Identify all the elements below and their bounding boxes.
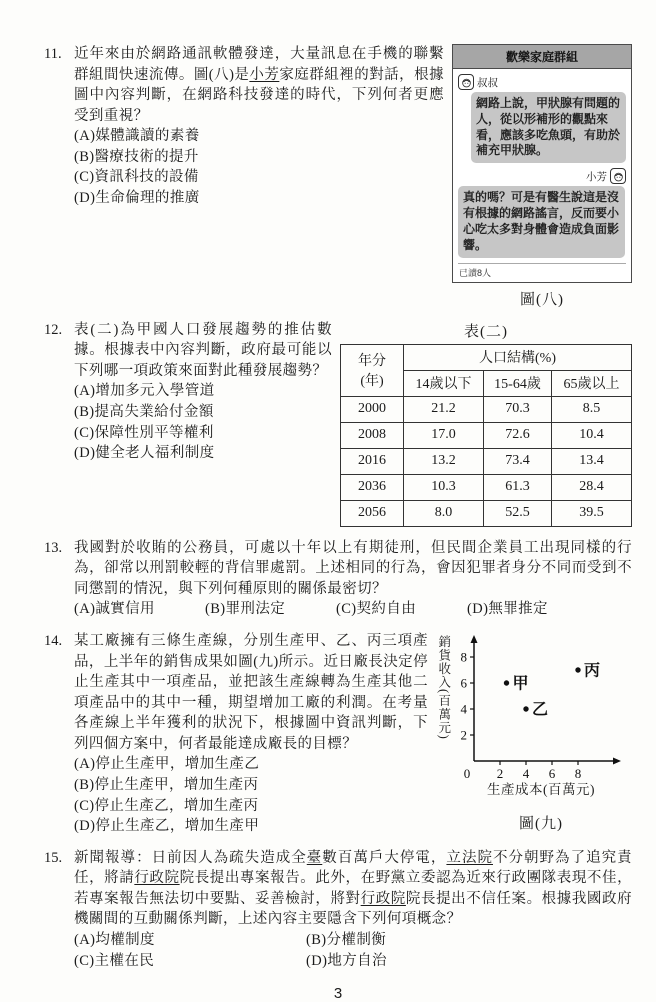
question-text: 表(二)為甲國人口發展趨勢的推估數據。根據表中內容判斷，政府最可能以下列哪一項政策來面對此種發展趨勢？ bbox=[74, 321, 332, 379]
chat-window bbox=[452, 44, 632, 283]
question-text bbox=[74, 44, 444, 126]
uncle-avatar-icon bbox=[458, 74, 474, 90]
value-cell: 13.2 bbox=[404, 448, 484, 474]
chat-sender-row bbox=[458, 168, 626, 184]
figure-8-chat bbox=[452, 44, 632, 309]
option-b: (B)罪刑法定 bbox=[205, 601, 286, 618]
value-cell: 28.4 bbox=[551, 474, 631, 500]
figure-9-caption: 圖(九) bbox=[519, 815, 563, 832]
svg-text:4: 4 bbox=[522, 765, 529, 781]
question-number: 15. bbox=[44, 849, 63, 866]
svg-text:丙: 丙 bbox=[583, 662, 600, 680]
population-table bbox=[340, 344, 632, 527]
option-c: (C)主權在民 bbox=[74, 952, 155, 969]
subheader-cell: 15-64歲 bbox=[484, 370, 552, 396]
chat-sender-name: 小芳 bbox=[586, 170, 607, 183]
year-cell: 2056 bbox=[341, 500, 404, 526]
year-header-line: (年) bbox=[360, 374, 384, 390]
group-header-cell: 人口結構(%) bbox=[404, 344, 632, 370]
table-row bbox=[341, 396, 632, 422]
option-a: (A)媒體識讀的素養 bbox=[74, 128, 200, 145]
question-14 bbox=[44, 631, 632, 837]
chat-sender-row bbox=[458, 74, 626, 90]
question-12 bbox=[44, 320, 632, 527]
option-b: (B)分權制衡 bbox=[306, 932, 387, 949]
option-c: (C)停止生產乙，增加生產丙 bbox=[74, 797, 259, 814]
value-cell: 21.2 bbox=[404, 396, 484, 422]
option-a: (A)誠實信用 bbox=[74, 601, 155, 618]
option-b: (B)停止生產甲，增加生產丙 bbox=[74, 776, 259, 793]
value-cell: 10.3 bbox=[404, 474, 484, 500]
value-cell: 13.4 bbox=[551, 448, 631, 474]
svg-text:乙: 乙 bbox=[531, 701, 548, 719]
question-text-segment: 近年來由於網路通訊軟體發達，大量訊息在手機的聯繫群組間快速流傳。圖(八)是 bbox=[74, 46, 444, 83]
year-cell: 2036 bbox=[341, 474, 404, 500]
question-number: 12. bbox=[44, 321, 63, 338]
question-text-segment: 院長提出專案報告。此外，在野黨立委認為近來行政團隊表現不佳，若專案報告無法切中要點、妥善檢討，將對 bbox=[74, 870, 632, 907]
question-text-segment: 不分朝野為了追究責任，將請 bbox=[74, 849, 633, 887]
chat-message bbox=[458, 74, 626, 163]
svg-text:6: 6 bbox=[460, 675, 467, 691]
table-2-caption: 表(二) bbox=[464, 323, 508, 340]
underlined-term: 立法院 bbox=[446, 849, 493, 866]
svg-text:甲: 甲 bbox=[512, 675, 529, 693]
figure-9-chart bbox=[436, 631, 632, 837]
option-b: (B)醫療技術的提升 bbox=[74, 148, 199, 165]
question-number: 13. bbox=[44, 539, 63, 556]
chart-y-axis-label: 銷貨收入(百萬元) bbox=[436, 634, 451, 740]
value-cell: 10.4 bbox=[551, 422, 631, 448]
svg-text:2: 2 bbox=[496, 765, 503, 781]
svg-text:8: 8 bbox=[460, 649, 467, 665]
table-row bbox=[341, 474, 632, 500]
value-cell: 73.4 bbox=[484, 448, 552, 474]
scatter-plot bbox=[450, 633, 628, 781]
chat-group-title: 歡樂家庭群組 bbox=[453, 45, 631, 69]
question-text-segment: 院長提出不信任案。根據我國政府機關間的互動關係判斷，上述內容主要隱含下列何項概念？ bbox=[74, 890, 633, 928]
question-text-segment: 家庭群組裡的對話，根據圖中內容判斷，在網路科技發達的時代，下列何者更應受到重視？ bbox=[74, 66, 444, 124]
question-text: 我國對於收賄的公務員，可處以十年以上有期徒刑，但民間企業員工出現同樣的行為，卻常以刑罰較輕的背信罪處罰。上述相同的行為，會因犯罪者身分不同而受到不同懲罰的情況，與下列何種原則的關係最密切？ bbox=[74, 539, 632, 597]
options-list bbox=[74, 381, 332, 463]
option-b: (B)提高失業給付金額 bbox=[74, 403, 214, 420]
options-list bbox=[74, 599, 632, 620]
question-text bbox=[74, 848, 632, 930]
year-cell: 2000 bbox=[341, 396, 404, 422]
svg-text:0: 0 bbox=[463, 765, 470, 781]
option-d: (D)無罪推定 bbox=[467, 601, 548, 618]
value-cell: 8.0 bbox=[404, 500, 484, 526]
underlined-term: 小芳 bbox=[249, 66, 280, 83]
page-number: 3 bbox=[333, 985, 343, 1002]
question-text-segment: 新聞報導：日前因人為疏失造成全 bbox=[74, 849, 307, 866]
value-cell: 39.5 bbox=[551, 500, 631, 526]
underlined-term: 行政院 bbox=[360, 890, 406, 907]
subheader-cell: 65歲以上 bbox=[551, 370, 631, 396]
question-15 bbox=[44, 848, 632, 971]
chat-sender-name: 叔叔 bbox=[477, 76, 498, 89]
value-cell: 70.3 bbox=[484, 396, 552, 422]
table-row bbox=[341, 448, 632, 474]
value-cell: 61.3 bbox=[484, 474, 552, 500]
value-cell: 8.5 bbox=[551, 396, 631, 422]
option-c: (C)保障性別平等權利 bbox=[74, 424, 214, 441]
question-13 bbox=[44, 538, 632, 620]
options-list bbox=[74, 930, 632, 971]
value-cell: 52.5 bbox=[484, 500, 552, 526]
chat-bubble: 網路上說，甲狀腺有問題的人，從以形補形的觀點來看，應該多吃魚頭，有助於補充甲狀腺。 bbox=[471, 92, 626, 163]
table-row bbox=[341, 500, 632, 526]
chart-x-axis-label: 生產成本(百萬元) bbox=[487, 781, 595, 797]
question-text-segment: 數百萬戶大停電， bbox=[322, 849, 447, 866]
chat-body bbox=[453, 69, 631, 282]
table-row bbox=[341, 422, 632, 448]
option-c: (C)資訊科技的設備 bbox=[74, 169, 199, 186]
question-number: 11. bbox=[44, 46, 62, 62]
svg-text:4: 4 bbox=[460, 701, 467, 717]
table-header-row bbox=[341, 344, 632, 370]
question-number: 14. bbox=[44, 632, 63, 649]
year-cell: 2008 bbox=[341, 422, 404, 448]
xiaofang-avatar-icon bbox=[610, 168, 626, 184]
svg-text:8: 8 bbox=[574, 765, 581, 781]
svg-text:6: 6 bbox=[548, 765, 555, 781]
option-c: (C)契約自由 bbox=[336, 601, 417, 618]
option-a: (A)停止生產甲，增加生產乙 bbox=[74, 756, 260, 773]
svg-text:2: 2 bbox=[460, 727, 467, 743]
value-cell: 17.0 bbox=[404, 422, 484, 448]
options-list bbox=[74, 754, 428, 836]
option-a: (A)增加多元入學管道 bbox=[74, 383, 215, 400]
year-header-cell bbox=[341, 344, 404, 396]
question-text: 某工廠擁有三條生產線，分別生產甲、乙、丙三項產品，上半年的銷售成果如圖(九)所示。近日廠長決定停止生產其中一項產品，並把該生產線轉為生產其他二項產品中的其中一種，期望增加工廠的利潤。在考量各產線上半年獲利的狀況下，根據圖中資訊判斷，下列四個方案中，何者最能達成廠長的目標？ bbox=[74, 632, 428, 752]
underlined-term: 臺 bbox=[306, 849, 323, 866]
option-d: (D)停止生產乙，增加生產甲 bbox=[74, 818, 260, 835]
value-cell: 72.6 bbox=[484, 422, 552, 448]
chat-message bbox=[458, 168, 626, 257]
year-cell: 2016 bbox=[341, 448, 404, 474]
chat-bubble: 真的嗎？可是有醫生說這是沒有根據的網路謠言，反而要小心吃太多對身體會造成負面影響。 bbox=[458, 186, 625, 257]
figure-8-caption: 圖(八) bbox=[520, 291, 564, 308]
question-11 bbox=[44, 44, 632, 309]
year-header-line: 年分 bbox=[358, 354, 386, 370]
option-d: (D)生命倫理的推廣 bbox=[74, 190, 200, 207]
subheader-cell: 14歲以下 bbox=[404, 370, 484, 396]
option-d: (D)地方自治 bbox=[306, 952, 387, 969]
underlined-term: 行政院 bbox=[134, 870, 180, 887]
option-d: (D)健全老人福利制度 bbox=[74, 445, 215, 462]
read-receipt: 已讀8人 bbox=[458, 263, 626, 280]
option-a: (A)均權制度 bbox=[74, 932, 155, 949]
options-list bbox=[74, 126, 444, 208]
table-2-figure bbox=[340, 320, 632, 527]
